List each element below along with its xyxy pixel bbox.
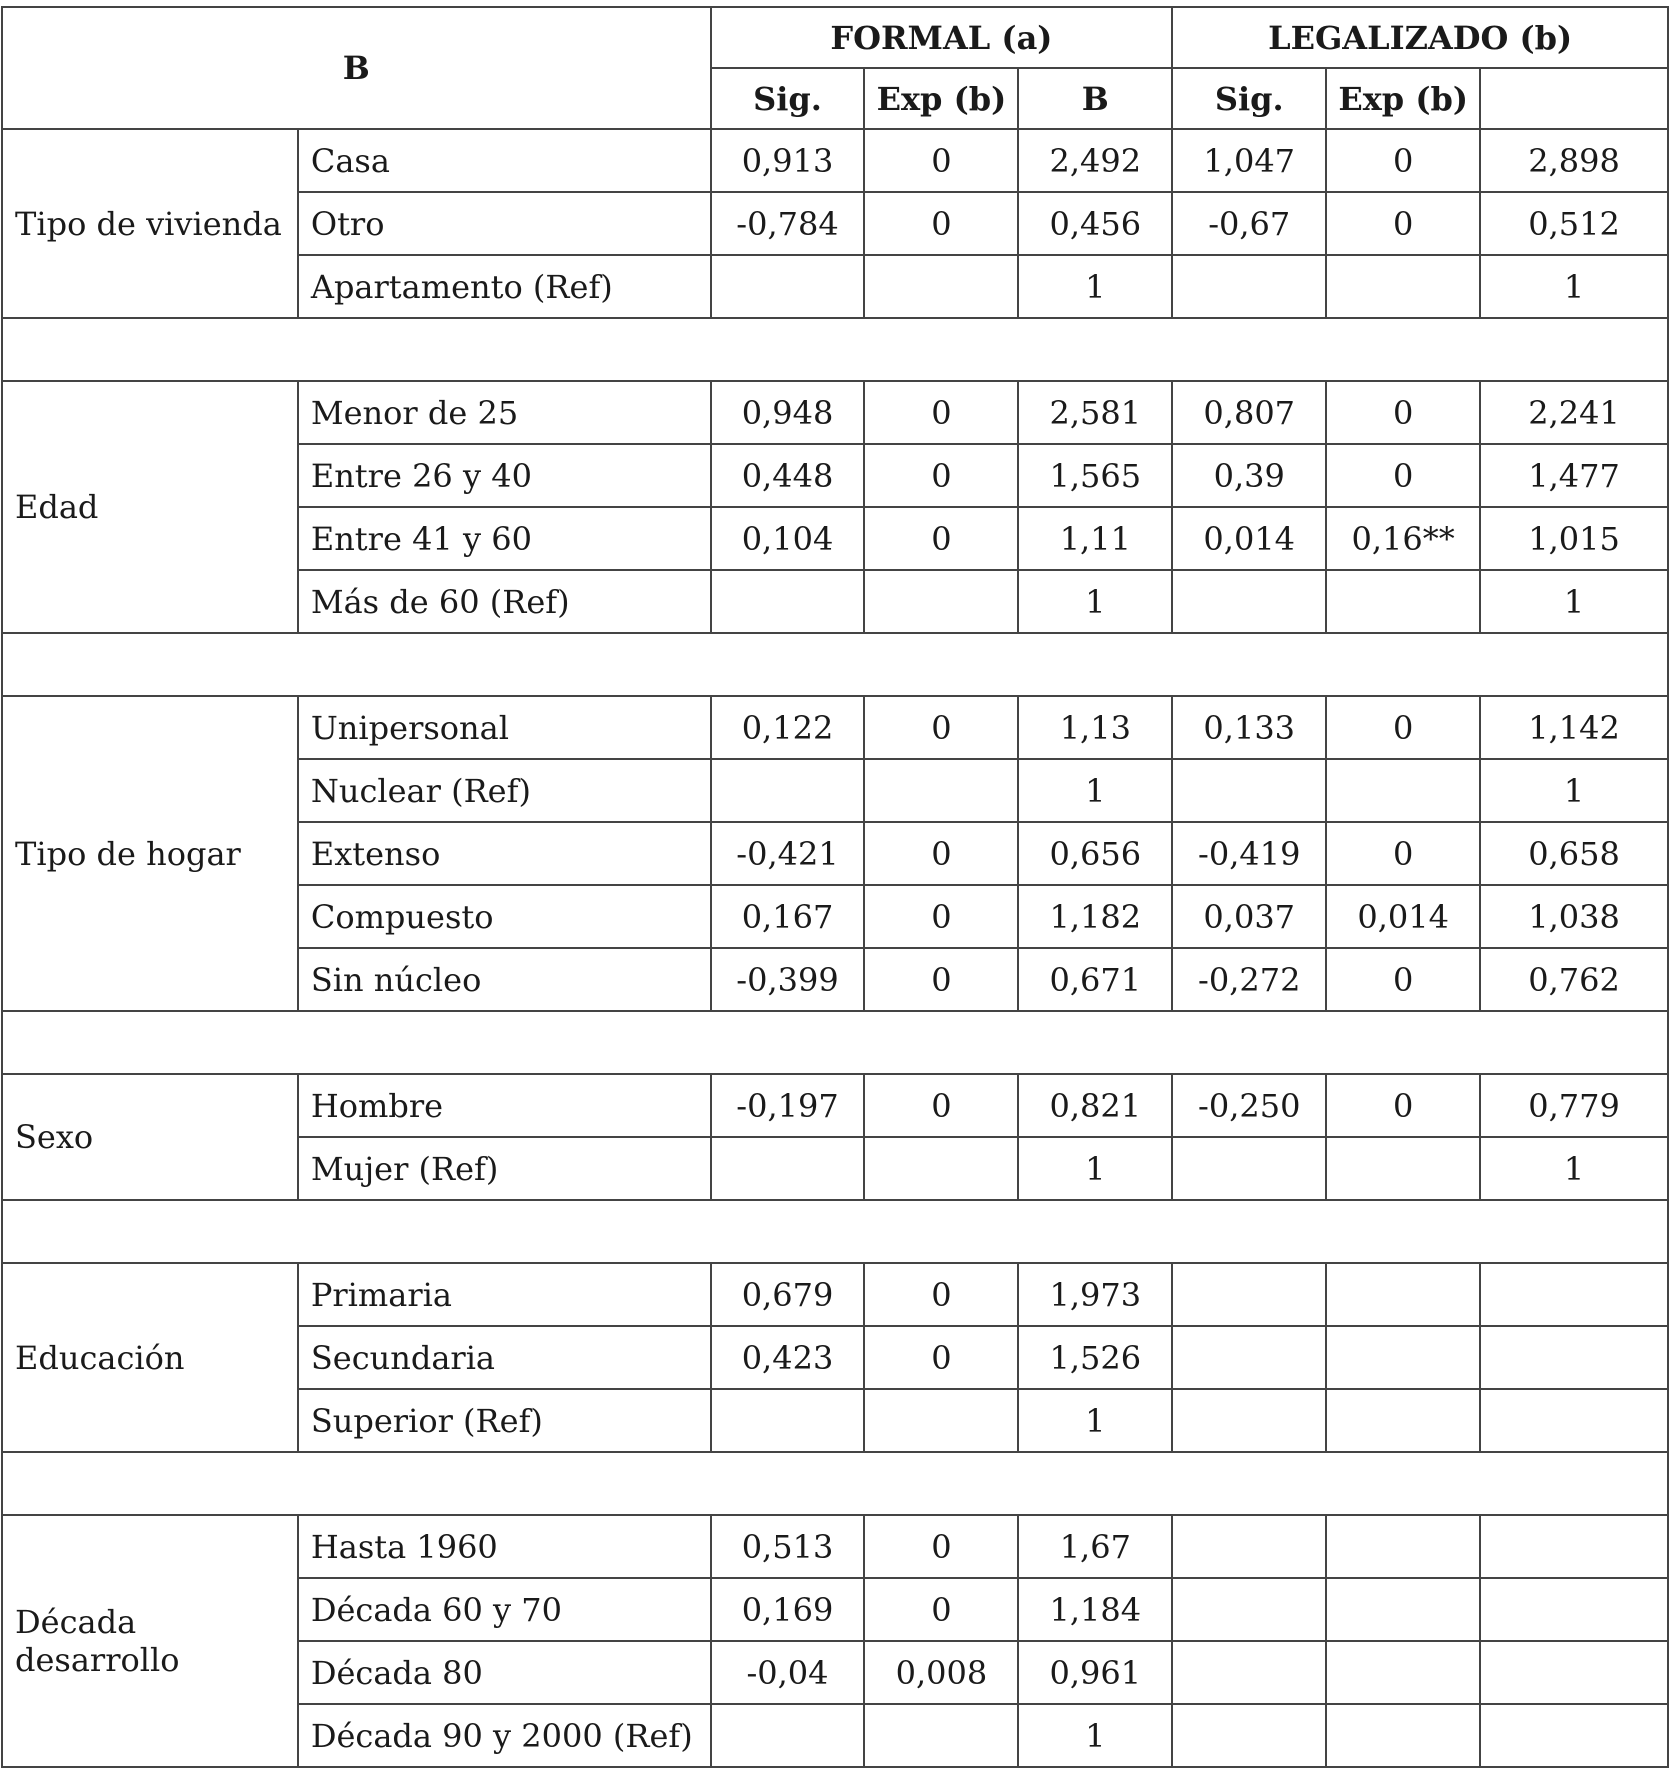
value-cell: [864, 570, 1018, 633]
value-cell: 0,448: [711, 444, 865, 507]
value-cell: [711, 255, 865, 318]
spacer-cell: [2, 318, 1668, 381]
value-cell: 0,423: [711, 1326, 865, 1389]
value-cell: [1326, 1326, 1480, 1389]
value-cell: [1172, 1326, 1326, 1389]
value-cell: 0,014: [1172, 507, 1326, 570]
value-cell: 0,39: [1172, 444, 1326, 507]
value-cell: 2,492: [1018, 129, 1172, 192]
value-cell: 0,807: [1172, 381, 1326, 444]
value-cell: 0: [1326, 192, 1480, 255]
value-cell: 1,973: [1018, 1263, 1172, 1326]
value-cell: 0,037: [1172, 885, 1326, 948]
value-cell: 0,456: [1018, 192, 1172, 255]
value-cell: [711, 570, 865, 633]
subcategory-label: Hombre: [298, 1074, 711, 1137]
value-cell: 0,779: [1480, 1074, 1668, 1137]
spacer-cell: [2, 633, 1668, 696]
value-cell: 2,581: [1018, 381, 1172, 444]
value-cell: 1,182: [1018, 885, 1172, 948]
value-cell: [1326, 1641, 1480, 1704]
value-cell: [1172, 570, 1326, 633]
value-cell: 0,762: [1480, 948, 1668, 1011]
subcategory-label: Casa: [298, 129, 711, 192]
value-cell: -0,67: [1172, 192, 1326, 255]
value-cell: -0,272: [1172, 948, 1326, 1011]
value-cell: [1172, 759, 1326, 822]
value-cell: [1480, 1578, 1668, 1641]
value-cell: 0,122: [711, 696, 865, 759]
col-header: Sig.: [711, 68, 865, 129]
value-cell: 0: [864, 1263, 1018, 1326]
col-header: Exp (b): [864, 68, 1018, 129]
category-label: Tipo de hogar: [2, 696, 298, 1011]
value-cell: 1,11: [1018, 507, 1172, 570]
category-label: Educación: [2, 1263, 298, 1452]
value-cell: 0,169: [711, 1578, 865, 1641]
value-cell: 0: [864, 381, 1018, 444]
value-cell: [1480, 1326, 1668, 1389]
value-cell: 0: [864, 129, 1018, 192]
value-cell: 1: [1480, 759, 1668, 822]
value-cell: 0,133: [1172, 696, 1326, 759]
value-cell: 1,477: [1480, 444, 1668, 507]
value-cell: [1172, 1137, 1326, 1200]
value-cell: [864, 1389, 1018, 1452]
value-cell: 1,015: [1480, 507, 1668, 570]
value-cell: 0: [864, 948, 1018, 1011]
value-cell: 0: [1326, 1074, 1480, 1137]
value-cell: [864, 255, 1018, 318]
value-cell: 1,038: [1480, 885, 1668, 948]
value-cell: 2,898: [1480, 129, 1668, 192]
value-cell: 0: [864, 822, 1018, 885]
value-cell: [1480, 1389, 1668, 1452]
value-cell: [1326, 1704, 1480, 1767]
subcategory-label: Mujer (Ref): [298, 1137, 711, 1200]
subcategory-label: Década 90 y 2000 (Ref): [298, 1704, 711, 1767]
regression-table: [1, 6, 1669, 1768]
value-cell: 1: [1480, 570, 1668, 633]
value-cell: [711, 1389, 865, 1452]
value-cell: [711, 759, 865, 822]
value-cell: -0,419: [1172, 822, 1326, 885]
value-cell: 0: [1326, 948, 1480, 1011]
value-cell: 0: [864, 192, 1018, 255]
value-cell: [1326, 570, 1480, 633]
value-cell: [1480, 1641, 1668, 1704]
value-cell: 0,104: [711, 507, 865, 570]
group-header-legalizado: LEGALIZADO (b): [1172, 7, 1668, 68]
value-cell: 1: [1018, 1137, 1172, 1200]
subcategory-label: Otro: [298, 192, 711, 255]
value-cell: 0,656: [1018, 822, 1172, 885]
spacer-row: [2, 1200, 1668, 1263]
value-cell: 0: [1326, 696, 1480, 759]
subcategory-label: Entre 26 y 40: [298, 444, 711, 507]
group-header-formal: FORMAL (a): [711, 7, 1173, 68]
value-cell: 0,513: [711, 1515, 865, 1578]
value-cell: [1172, 1389, 1326, 1452]
subcategory-label: Menor de 25: [298, 381, 711, 444]
value-cell: 0: [1326, 129, 1480, 192]
value-cell: 0,658: [1480, 822, 1668, 885]
col-header: Exp (b): [1326, 68, 1480, 129]
value-cell: 0: [864, 1578, 1018, 1641]
value-cell: 0: [864, 1074, 1018, 1137]
value-cell: 0,948: [711, 381, 865, 444]
subcategory-label: Década 80: [298, 1641, 711, 1704]
subcategory-label: Unipersonal: [298, 696, 711, 759]
value-cell: [1326, 1515, 1480, 1578]
subcategory-label: Nuclear (Ref): [298, 759, 711, 822]
spacer-cell: [2, 1452, 1668, 1515]
value-cell: [864, 1137, 1018, 1200]
value-cell: [1326, 255, 1480, 318]
value-cell: 0,961: [1018, 1641, 1172, 1704]
value-cell: [1326, 1137, 1480, 1200]
value-cell: 0: [864, 507, 1018, 570]
value-cell: 0,512: [1480, 192, 1668, 255]
value-cell: [1480, 1263, 1668, 1326]
table-row: [2, 696, 1668, 759]
subcategory-label: Década 60 y 70: [298, 1578, 711, 1641]
value-cell: 1,67: [1018, 1515, 1172, 1578]
value-cell: 0: [864, 885, 1018, 948]
value-cell: 0,821: [1018, 1074, 1172, 1137]
value-cell: [1172, 1704, 1326, 1767]
spacer-row: [2, 1011, 1668, 1074]
value-cell: [1172, 255, 1326, 318]
value-cell: 1: [1018, 255, 1172, 318]
value-cell: 1,13: [1018, 696, 1172, 759]
subcategory-label: Sin núcleo: [298, 948, 711, 1011]
value-cell: [1326, 759, 1480, 822]
table-row: [2, 381, 1668, 444]
category-label: Edad: [2, 381, 298, 633]
value-cell: 1: [1018, 759, 1172, 822]
col-header: B: [1018, 68, 1172, 129]
value-cell: 0,671: [1018, 948, 1172, 1011]
value-cell: [1480, 1515, 1668, 1578]
spacer-cell: [2, 1200, 1668, 1263]
value-cell: 2,241: [1480, 381, 1668, 444]
value-cell: -0,197: [711, 1074, 865, 1137]
value-cell: 1,142: [1480, 696, 1668, 759]
spacer-row: [2, 633, 1668, 696]
table-body: [2, 129, 1668, 1767]
subcategory-label: Hasta 1960: [298, 1515, 711, 1578]
subcategory-label: Extenso: [298, 822, 711, 885]
table-row: [2, 1074, 1668, 1137]
spacer-row: [2, 1452, 1668, 1515]
value-cell: 0: [1326, 822, 1480, 885]
spacer-row: [2, 318, 1668, 381]
category-label: Década desarrollo: [2, 1515, 298, 1767]
value-cell: -0,04: [711, 1641, 865, 1704]
value-cell: 0: [864, 1326, 1018, 1389]
subcategory-label: Superior (Ref): [298, 1389, 711, 1452]
value-cell: [1326, 1578, 1480, 1641]
value-cell: 0: [864, 444, 1018, 507]
subcategory-label: Más de 60 (Ref): [298, 570, 711, 633]
value-cell: 1: [1480, 1137, 1668, 1200]
value-cell: -0,250: [1172, 1074, 1326, 1137]
value-cell: 1,184: [1018, 1578, 1172, 1641]
value-cell: 1: [1480, 255, 1668, 318]
subcategory-label: Entre 41 y 60: [298, 507, 711, 570]
value-cell: [1480, 1704, 1668, 1767]
value-cell: 1,047: [1172, 129, 1326, 192]
value-cell: [1326, 1263, 1480, 1326]
value-cell: 0: [1326, 381, 1480, 444]
value-cell: -0,421: [711, 822, 865, 885]
value-cell: 0,008: [864, 1641, 1018, 1704]
value-cell: [1172, 1515, 1326, 1578]
value-cell: 0,16**: [1326, 507, 1480, 570]
value-cell: 0,679: [711, 1263, 865, 1326]
value-cell: 1: [1018, 1704, 1172, 1767]
table-row: [2, 1263, 1668, 1326]
value-cell: -0,784: [711, 192, 865, 255]
table-row: [2, 1515, 1668, 1578]
value-cell: [711, 1137, 865, 1200]
value-cell: 0,014: [1326, 885, 1480, 948]
value-cell: [1172, 1578, 1326, 1641]
table-row: [2, 129, 1668, 192]
value-cell: [711, 1704, 865, 1767]
col-header: Sig.: [1172, 68, 1326, 129]
value-cell: 1: [1018, 1389, 1172, 1452]
value-cell: 1,565: [1018, 444, 1172, 507]
value-cell: 0: [864, 696, 1018, 759]
subcategory-label: Primaria: [298, 1263, 711, 1326]
corner-header: B: [2, 7, 711, 129]
value-cell: 0,913: [711, 129, 865, 192]
value-cell: 0: [1326, 444, 1480, 507]
value-cell: 1,526: [1018, 1326, 1172, 1389]
subcategory-label: Compuesto: [298, 885, 711, 948]
value-cell: [1326, 1389, 1480, 1452]
value-cell: [864, 759, 1018, 822]
col-header: [1480, 68, 1668, 129]
category-label: Tipo de vivienda: [2, 129, 298, 318]
category-label: Sexo: [2, 1074, 298, 1200]
subcategory-label: Secundaria: [298, 1326, 711, 1389]
value-cell: [864, 1704, 1018, 1767]
value-cell: [1172, 1641, 1326, 1704]
value-cell: [1172, 1263, 1326, 1326]
value-cell: 1: [1018, 570, 1172, 633]
value-cell: 0: [864, 1515, 1018, 1578]
value-cell: -0,399: [711, 948, 865, 1011]
subcategory-label: Apartamento (Ref): [298, 255, 711, 318]
spacer-cell: [2, 1011, 1668, 1074]
value-cell: 0,167: [711, 885, 865, 948]
